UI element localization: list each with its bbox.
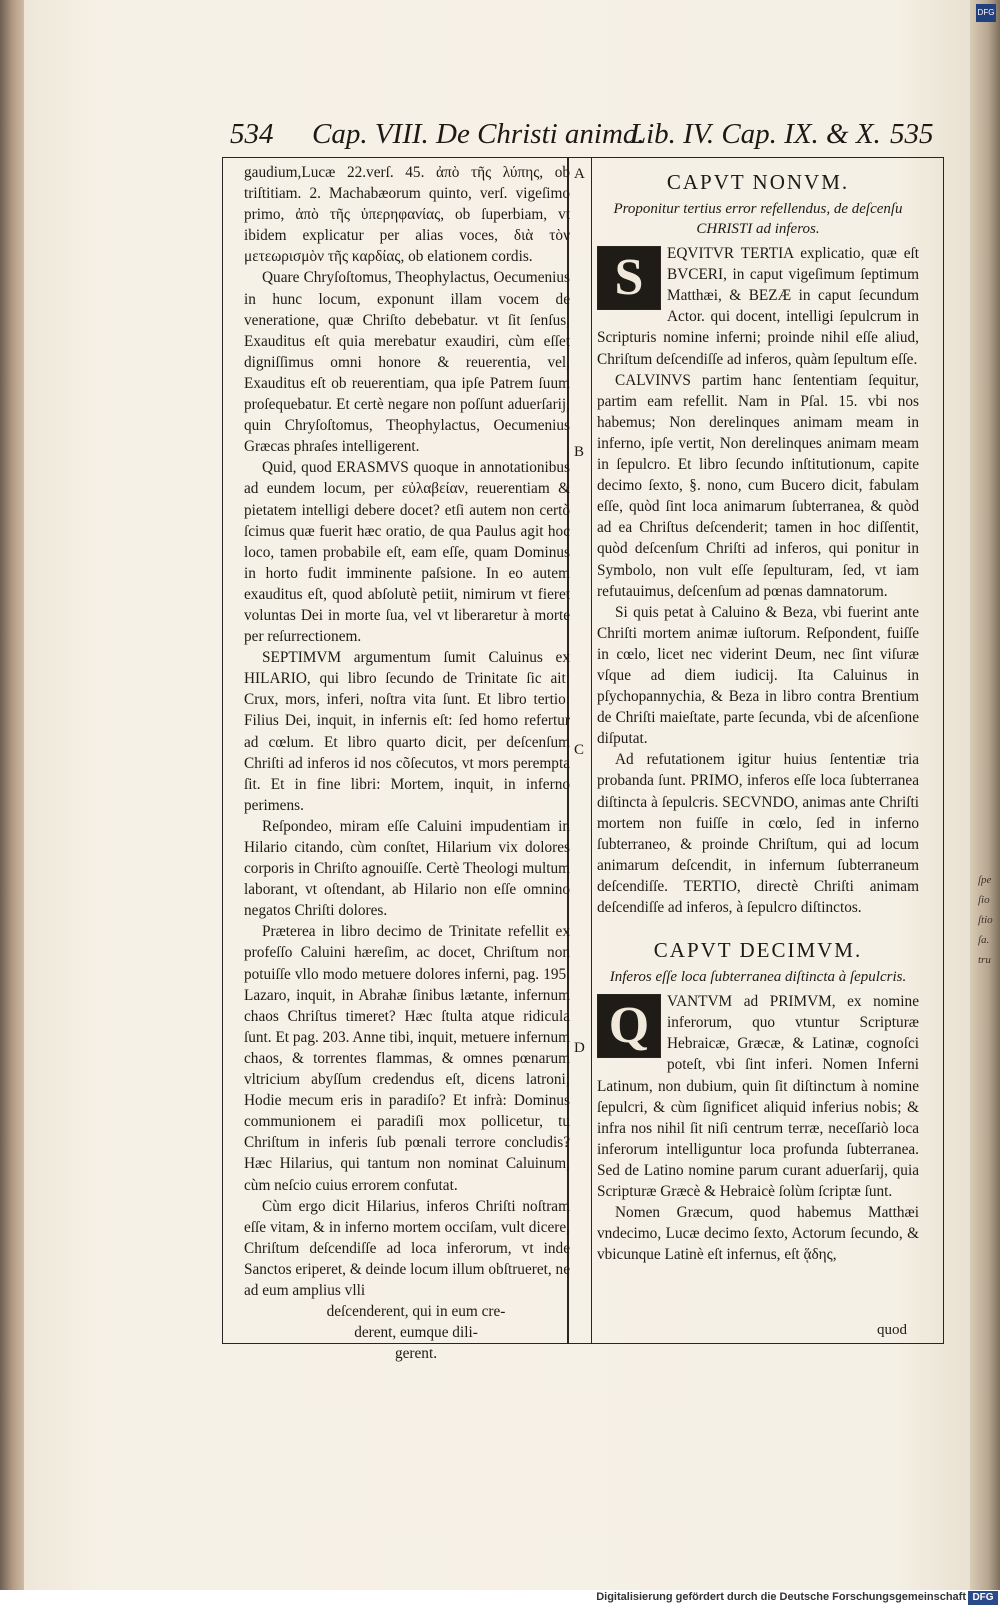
paragraph: CALVINVS partim hanc ſententiam ſequitur, partim eam refellit. Nam in Pſal. 15. vbi nos habemus; Non derelinques animam meam in inferno, ipſe vertit, Non derelinques animam meam in ſepulcro. Et libro ſecundo inſtitutionum, capite decimo ſexto, §. nono, cum Bucero dicit, fabulam eſſe, quòd ſint loca animarum ſubterranea, & quòd ad ea Chriſtus deſcenderit; tamen in hoc diſſentit, quòd deſcenſum Chriſti ad inferos, qui ponitur in Symbolo, non vult eſſe ſepulturam, ſed, vt iam refutauimus, deſcenſum ad pœnas damnatorum. bbox=[597, 371, 919, 600]
closing-line: gerent. bbox=[394, 1345, 438, 1363]
ornamental-initial: Q bbox=[597, 994, 661, 1058]
paragraph: gaudium,Lucæ 22.verſ. 45. ἀπὸ τῆς λύπης, ob triſtitiam. 2. Machabæorum quinto, verſ. vigeſimo primo, ἀπὸ τῆς ὑπερηφανίας, ob ſuperbiam, vt ibidem explicatur per alias voces, διὰ τὸν μετεωρισμὸν τῆς καρδίας, ob elationem cordis. bbox=[244, 164, 570, 266]
right-running-title: Lib. IV. Cap. IX. & X. bbox=[630, 118, 881, 150]
adjacent-page-fragments bbox=[978, 870, 998, 970]
fragment: ſtio bbox=[978, 914, 993, 926]
margin-mark-d: D bbox=[574, 1040, 585, 1056]
paragraph: Nomen Græcum, quod habemus Matthæi vndecimo, Lucæ decimo ſexto, Actorum ſecundo, & vbicunque Latinè eſt infernus, eſt ᾅδης, bbox=[597, 1204, 919, 1264]
paragraph: Reſpondeo, miram eſſe Caluini impudentiam in Hilario citando, cùm conſtet, Hilarium vix dolores corporis in Chriſto agnouiſſe. Certè Theologi multum laborant, vt oſtendant, ab Hilario non eſſe omnino negatos Chriſti dolores. bbox=[244, 817, 570, 920]
margin-mark-a: A bbox=[574, 166, 585, 182]
paragraph: VANTVM ad PRIMVM, ex nomine inferorum, quo vtuntur Scripturæ Hebraicæ, Græcæ, & Latinæ, cognoſci poteſt, vbi ſint inferi. Nomen Inferni Latinum, non dubium, quin ſit diſtinctum à nomine ſepulcri, & cùm ſignificet aliquid inferius nobis; & infra nos nihil ſit niſi centrum terræ, neceſſariò loca inferorum intelliguntur loca profunda ſubterranea. Sed de Latino nomine parum curant aduerſarij, quia Scripturæ Græcè & Hebraicè ſolùm ſcriptæ ſunt. bbox=[597, 993, 919, 1201]
right-column bbox=[597, 168, 919, 1265]
book-edge-left bbox=[0, 0, 24, 1606]
paragraph: Ad refutationem igitur huius ſententiæ tria probanda ſunt. PRIMO, inferos eſſe loca ſubterranea diſtincta à ſepulcris. SECVNDO, animas ante Chriſti mortem non fuiſſe in cœlo, ſed in inferno ſubterraneo, & proinde Chriſtum, qui ad locum animarum deſcendit, in infernum ſubterraneum deſcendiſſe. TERTIO, directè Chriſti animam deſcendiſſe ad inferos, à ſepulcro diſtinctos. bbox=[597, 751, 919, 916]
ornamental-initial: S bbox=[597, 246, 661, 310]
left-page-number: 534 bbox=[230, 118, 274, 150]
chapter-subtitle: Proponitur tertius error refellendus, de deſcenſu CHRISTI ad inferos. bbox=[613, 201, 903, 238]
chapter-subtitle: Inferos eſſe loca ſubterranea diſtincta à ſepulcris. bbox=[609, 969, 907, 986]
paragraph: EQVITVR TERTIA explicatio, quæ eſt BVCERI, in caput vigeſimum ſeptimum Matthæi, & BEZÆ in caput ſecundum Actor. qui docent, intelligi ſepulcrum in Scripturis nomine inferni; proinde nihil eſſe aliud, Chriſtum deſcendiſſe ad inferos, quàm ſepultum eſſe. bbox=[597, 245, 919, 368]
paragraph: SEPTIMVM argumentum ſumit Caluinus ex HILARIO, qui libro ſecundo de Trinitate ſic ait: Crux, mors, inferi, noſtra vita ſunt. Et libro tertio: Filius Dei, inquit, in infernis eſt: ſed homo refertur ad cœlum. Et libro quarto dicit, per deſcenſum Chriſti ad inferos id nos cõſecutos, vt mors perempta ſit. Et in fine libri: Mortem, inquit, in inferno perimens. bbox=[244, 649, 570, 814]
left-running-title: Cap. VIII. De Christi anima. bbox=[312, 118, 645, 150]
paragraph: Cùm ergo dicit Hilarius, inferos Chriſti noſtram eſſe vitam, & in inferno mortem occiſam, vult dicere, Chriſtum deſcendiſſe ad loca inferorum, vt inde Sanctos eriperet, & deinde locum illum obſtrueret, ne ad eum amplius vlli bbox=[244, 1197, 570, 1299]
margin-mark-b: B bbox=[574, 444, 585, 460]
paragraph: Si quis petat à Caluino & Beza, vbi fuerint ante Chriſti mortem animæ iuſtorum. Reſpondent, fuiſſe in cœlo, licet nec viderint Deum, nec ſint viſuræ vſque ad diem iudicij. Ita Caluinus in pſychopannychia, & Beza in libro contra Brentium de Chriſti maieſtate, parte ſecunda, vbi de aſcenſione diſputat. bbox=[597, 603, 919, 748]
paragraph: Quid, quod ERASMVS quoque in annotationibus ad eundem locum, per εὐλαβείαν, reuerentiam & pietatem intelligi debere docet? etſi autem non certò ſcimus quæ fuerit hæc oratio, de qua Paulus agit hoc loco, tamen probabile eſt, eam eſſe, quam Dominus in horto fudit imminente paſsione. In eo autem exauditus eſt, quod abſolutè petiit, nimirum vt fieret voluntas Dei in morte ſua, vel vt liberaretur à morte per reſurrectionem. bbox=[244, 459, 570, 646]
running-head bbox=[222, 118, 952, 152]
closing-line: derent, eumque dili- bbox=[354, 1324, 478, 1342]
right-page-number: 535 bbox=[890, 118, 934, 150]
margin-mark-c: C bbox=[574, 742, 585, 758]
chapter-heading: CAPVT NONVM. bbox=[666, 170, 850, 194]
paragraph: Quare Chryſoſtomus, Theophylactus, Oecumenius in hunc locum, exponunt illam vocem de veneratione, quæ Chriſto debebatur. vt ſit ſenſus, Exauditus eſt quia merebatur exaudiri, cùm eſſet digniſſimus omni honore & reuerentia, vel, Exauditus eſt ob reuerentiam, qua ipſe Patrem ſuum proſequebatur. Et certè negare non poſſunt aduerſarij, quin Chryſoſtomus, Theophylactus, Oecumenius Græcas phraſes intelligerent. bbox=[244, 269, 570, 456]
left-column bbox=[244, 162, 570, 1364]
dfg-corner-logo: DFG bbox=[976, 4, 996, 22]
footer-credit: Digitalisierung gefördert durch die Deutsche Forschungsgemeinschaft bbox=[596, 1591, 966, 1603]
fragment: ſpe bbox=[978, 874, 992, 886]
closing-line: deſcenderent, qui in eum cre- bbox=[326, 1303, 506, 1321]
catchword: quod bbox=[877, 1322, 907, 1338]
paragraph: Præterea in libro decimo de Trinitate refellit ex profeſſo Caluini hæreſim, ac docet, Chriſtum non potuiſſe vllo modo metuere dolores inferni, pag. 195. Lazaro, inquit, in Abrahæ ſinibus lætante, infernum chaos Chriſtus timeret? Hæc ſtulta atque ridicula ſunt. Et pag. 203. Anne tibi, inquit, metuere infernum chaos, & torrentes flammas, & omnes pœnarum vltricium abyſſum credendus eſt, dicens latroni; Hodie mecum eris in paradiſo? Et infrà: Dominus communionem ei paradiſi mox pollicetur, tu Chriſtum in inferis ſub pœnali terrore concludis? Hæc Hilarius, qui tantum non nominat Caluinum, cùm neſcio cuius errorem confutat. bbox=[244, 923, 570, 1194]
fragment: tru bbox=[978, 954, 991, 966]
book-edge-right bbox=[970, 0, 1000, 1590]
fragment: ſa. bbox=[978, 934, 990, 946]
chapter-heading: CAPVT DECIMVM. bbox=[653, 938, 863, 963]
dfg-logo: DFG bbox=[968, 1591, 998, 1605]
fragment: ſio bbox=[978, 894, 990, 906]
footer-bar bbox=[0, 1590, 1000, 1606]
